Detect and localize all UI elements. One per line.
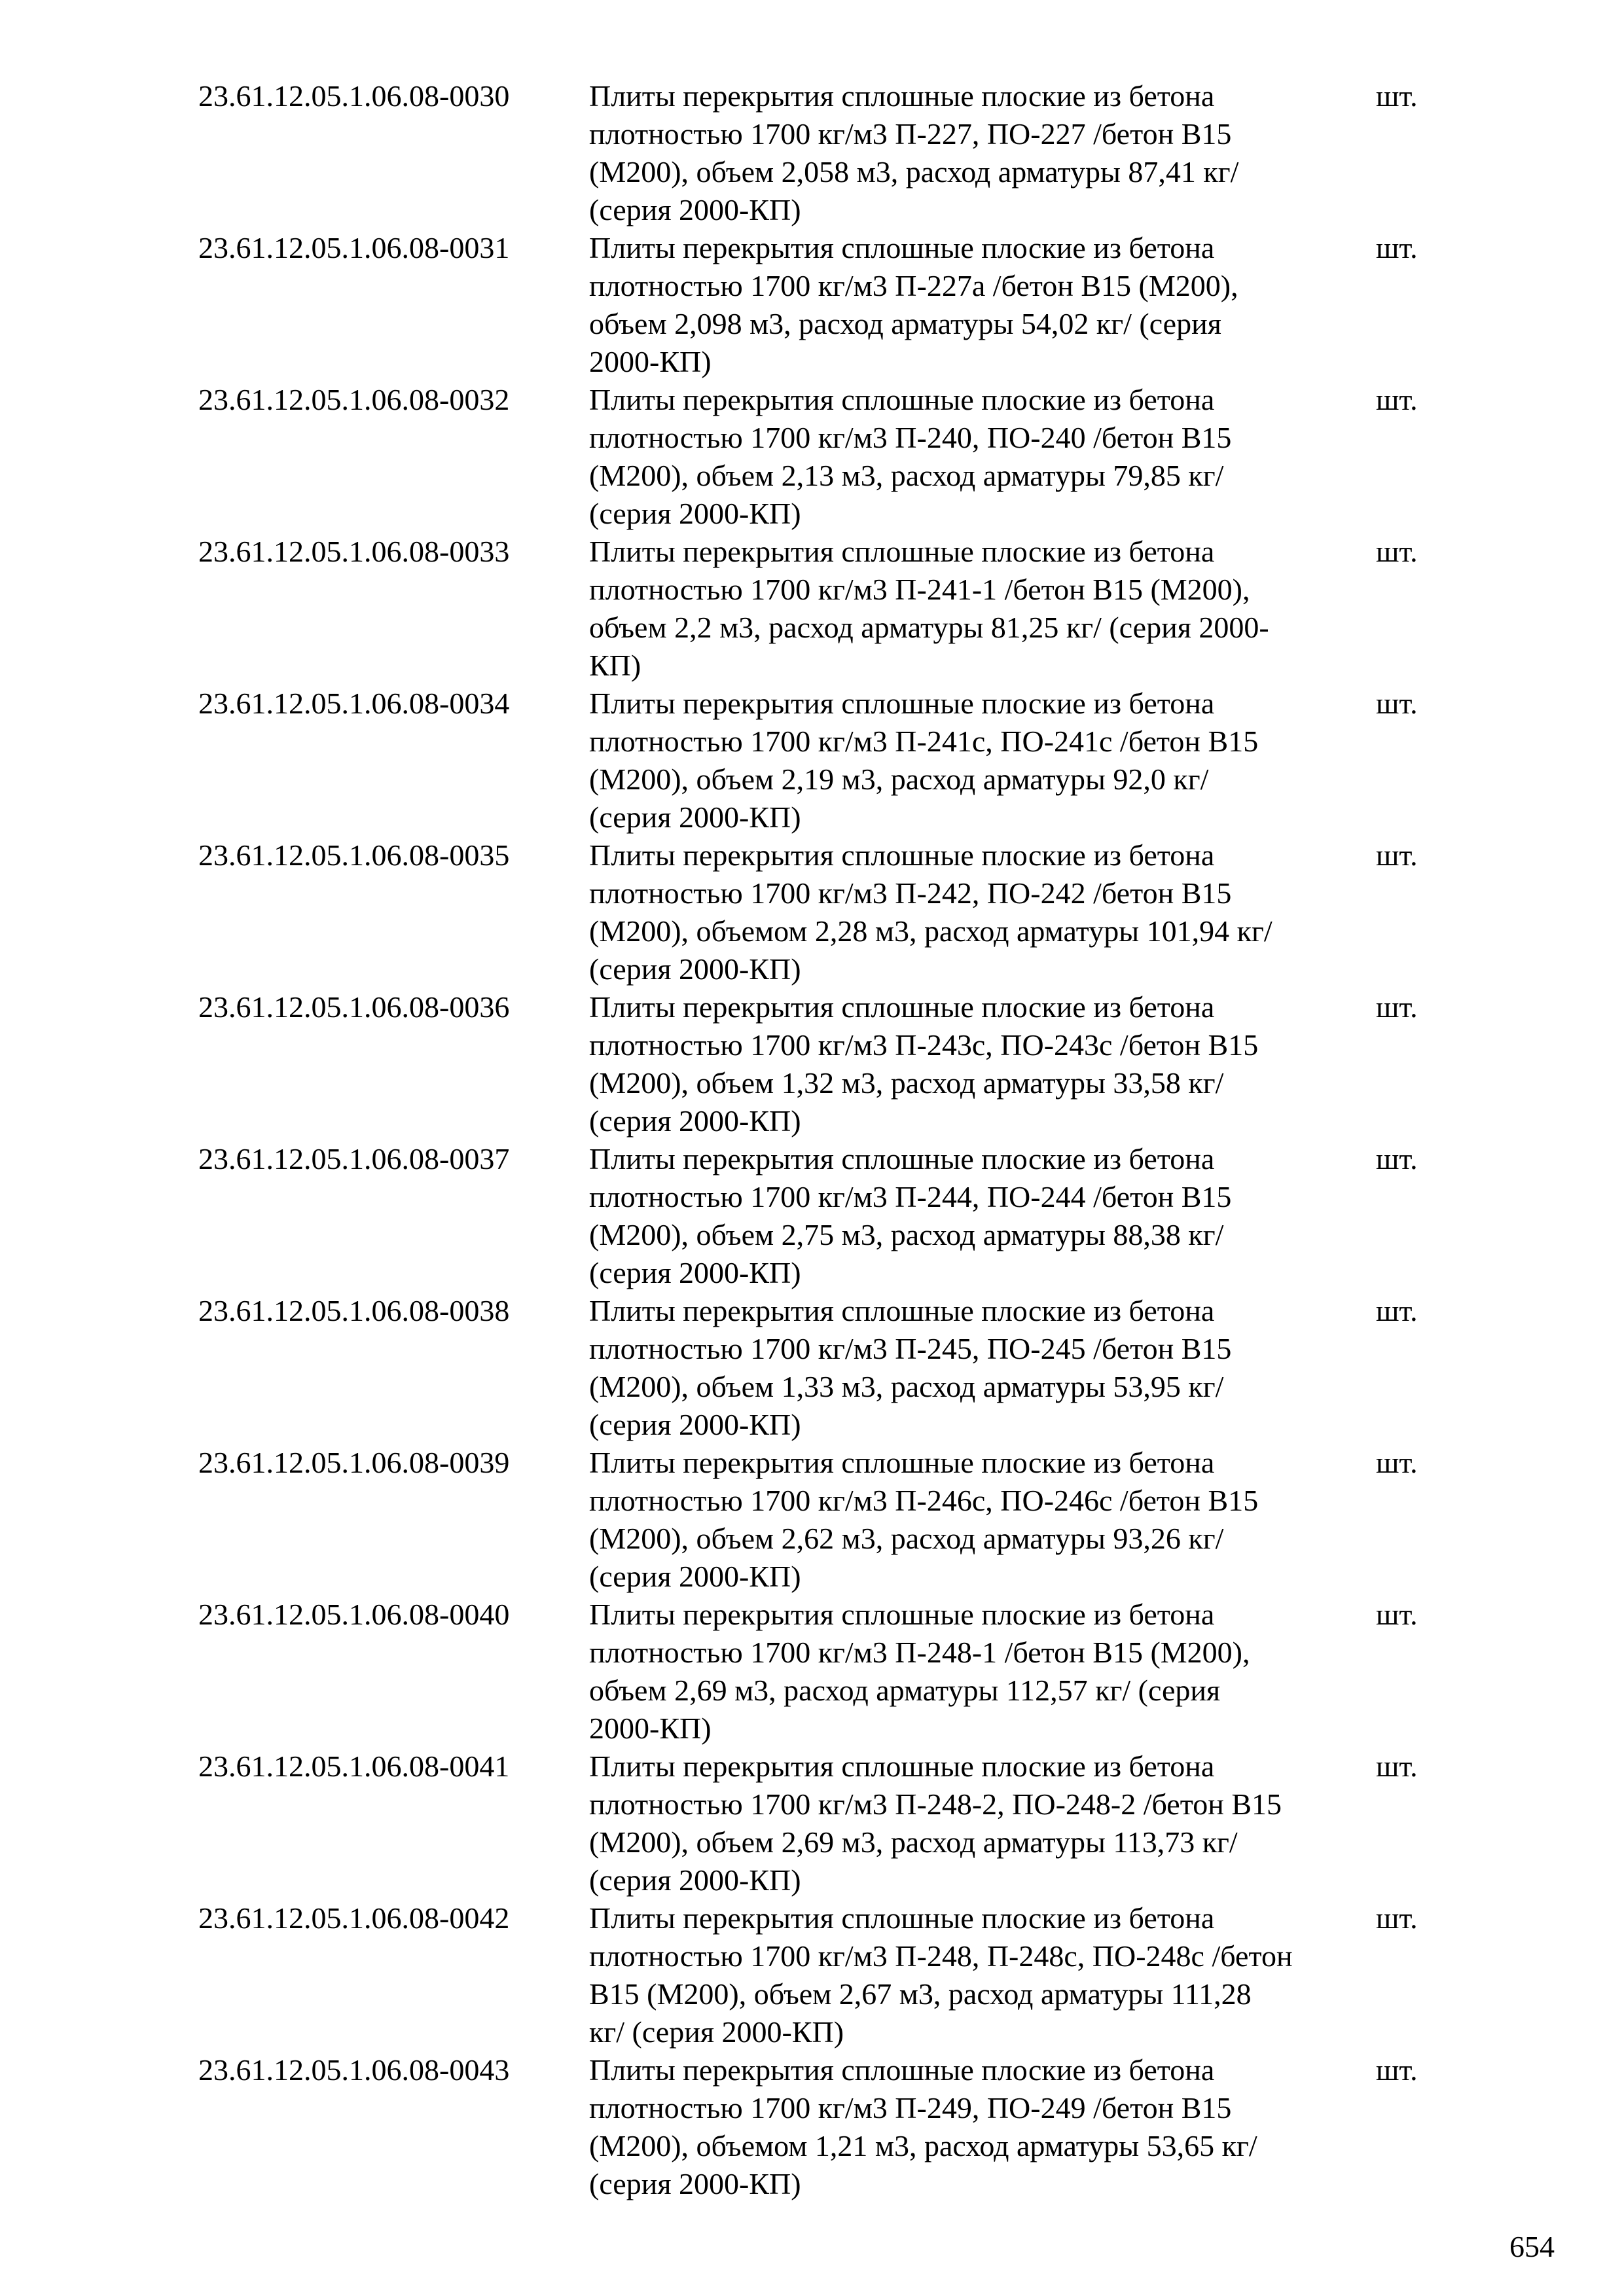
item-unit: шт.: [1376, 687, 1418, 720]
description-line: (М200), объемом 1,21 м3, расход арматуры 53,65 кг/: [589, 2129, 1257, 2162]
item-code: 23.61.12.05.1.06.08-0039: [198, 1446, 510, 1479]
description-line: Плиты перекрытия сплошные плоские из бетона: [589, 687, 1215, 720]
description-line: (серия 2000-КП): [589, 1256, 801, 1289]
description-line: (серия 2000-КП): [589, 1408, 801, 1441]
list-item: [198, 1596, 1442, 1748]
description-line: (М200), объем 1,32 м3, расход арматуры 33,58 кг/: [589, 1066, 1224, 1100]
item-unit: шт.: [1376, 1749, 1418, 1783]
item-description: [589, 988, 1375, 1140]
list-item: [198, 988, 1442, 1140]
description-line: В15 (М200), объем 2,67 м3, расход арматуры 111,28: [589, 1977, 1252, 2011]
description-line: 2000-КП): [589, 1712, 712, 1745]
list-item: [198, 1140, 1442, 1292]
list-item: [198, 1292, 1442, 1444]
description-line: КП): [589, 649, 641, 682]
description-line: 2000-КП): [589, 345, 712, 378]
description-line: объем 2,2 м3, расход арматуры 81,25 кг/ (серия 2000-: [589, 611, 1269, 644]
list-item: [198, 2051, 1442, 2203]
item-description: [589, 836, 1375, 988]
description-line: Плиты перекрытия сплошные плоские из бетона: [589, 838, 1215, 872]
item-code: 23.61.12.05.1.06.08-0041: [198, 1749, 510, 1783]
description-line: Плиты перекрытия сплошные плоские из бетона: [589, 1598, 1215, 1631]
description-line: Плиты перекрытия сплошные плоские из бетона: [589, 1446, 1215, 1479]
item-description: [589, 2051, 1375, 2203]
description-line: (серия 2000-КП): [589, 193, 801, 226]
description-line: плотностью 1700 кг/м3 П-246с, ПО-246с /бетон В15: [589, 1484, 1259, 1517]
page-number: 654: [1509, 2230, 1555, 2263]
item-unit: шт.: [1376, 1901, 1418, 1935]
description-line: (М200), объем 2,19 м3, расход арматуры 92,0 кг/: [589, 762, 1209, 796]
description-line: (серия 2000-КП): [589, 2167, 801, 2200]
item-description: [589, 77, 1375, 229]
description-line: Плиты перекрытия сплошные плоские из бетона: [589, 535, 1215, 568]
description-line: (М200), объем 2,058 м3, расход арматуры 87,41 кг/: [589, 155, 1239, 188]
item-code: 23.61.12.05.1.06.08-0033: [198, 535, 510, 568]
item-code: 23.61.12.05.1.06.08-0040: [198, 1598, 510, 1631]
item-code: 23.61.12.05.1.06.08-0032: [198, 383, 510, 416]
list-item: [198, 685, 1442, 836]
description-line: (М200), объем 1,33 м3, расход арматуры 53,95 кг/: [589, 1370, 1224, 1403]
description-line: плотностью 1700 кг/м3 П-241-1 /бетон В15 (М200),: [589, 573, 1250, 606]
list-item: [198, 836, 1442, 988]
description-line: Плиты перекрытия сплошные плоские из бетона: [589, 990, 1215, 1024]
description-line: (серия 2000-КП): [589, 1104, 801, 1138]
description-line: плотностью 1700 кг/м3 П-241с, ПО-241с /бетон В15: [589, 725, 1259, 758]
item-code: 23.61.12.05.1.06.08-0030: [198, 79, 510, 113]
item-unit: шт.: [1376, 1598, 1418, 1631]
description-line: (М200), объемом 2,28 м3, расход арматуры 101,94 кг/: [589, 914, 1272, 948]
item-description: [589, 381, 1375, 533]
entry-list: [198, 77, 1442, 2203]
description-line: объем 2,098 м3, расход арматуры 54,02 кг/ (серия: [589, 307, 1221, 340]
item-code: 23.61.12.05.1.06.08-0037: [198, 1142, 510, 1175]
description-line: объем 2,69 м3, расход арматуры 112,57 кг/ (серия: [589, 1674, 1221, 1707]
item-unit: шт.: [1376, 1142, 1418, 1175]
description-line: плотностью 1700 кг/м3 П-244, ПО-244 /бетон В15: [589, 1180, 1232, 1213]
item-description: [589, 685, 1375, 836]
description-line: плотностью 1700 кг/м3 П-242, ПО-242 /бетон В15: [589, 876, 1232, 910]
item-code: 23.61.12.05.1.06.08-0035: [198, 838, 510, 872]
item-description: [589, 1292, 1375, 1444]
description-line: Плиты перекрытия сплошные плоские из бетона: [589, 2053, 1215, 2087]
description-line: (серия 2000-КП): [589, 952, 801, 986]
item-code: 23.61.12.05.1.06.08-0042: [198, 1901, 510, 1935]
list-item: [198, 533, 1442, 685]
description-line: Плиты перекрытия сплошные плоские из бетона: [589, 1749, 1215, 1783]
item-unit: шт.: [1376, 1294, 1418, 1327]
list-item: [198, 1899, 1442, 2051]
description-line: плотностью 1700 кг/м3 П-248-2, ПО-248-2 /бетон В15: [589, 1787, 1282, 1821]
description-line: плотностью 1700 кг/м3 П-249, ПО-249 /бетон В15: [589, 2091, 1232, 2125]
item-unit: шт.: [1376, 383, 1418, 416]
list-item: [198, 1748, 1442, 1899]
item-code: 23.61.12.05.1.06.08-0043: [198, 2053, 510, 2087]
item-unit: шт.: [1376, 1446, 1418, 1479]
description-line: плотностью 1700 кг/м3 П-248, П-248с, ПО-248с /бетон: [589, 1939, 1293, 1973]
item-description: [589, 1748, 1375, 1899]
description-line: (серия 2000-КП): [589, 497, 801, 530]
description-line: (М200), объем 2,69 м3, расход арматуры 113,73 кг/: [589, 1825, 1238, 1859]
description-line: Плиты перекрытия сплошные плоские из бетона: [589, 1142, 1215, 1175]
list-item: [198, 381, 1442, 533]
item-code: 23.61.12.05.1.06.08-0031: [198, 231, 510, 264]
description-line: плотностью 1700 кг/м3 П-248-1 /бетон В15 (М200),: [589, 1636, 1250, 1669]
list-item: [198, 229, 1442, 381]
item-unit: шт.: [1376, 231, 1418, 264]
description-line: Плиты перекрытия сплошные плоские из бетона: [589, 1901, 1215, 1935]
list-item: [198, 1444, 1442, 1596]
description-line: плотностью 1700 кг/м3 П-243с, ПО-243с /бетон В15: [589, 1028, 1259, 1062]
description-line: (серия 2000-КП): [589, 1560, 801, 1593]
item-code: 23.61.12.05.1.06.08-0034: [198, 687, 510, 720]
description-line: (М200), объем 2,62 м3, расход арматуры 93,26 кг/: [589, 1522, 1224, 1555]
item-description: [589, 229, 1375, 381]
description-line: (М200), объем 2,75 м3, расход арматуры 88,38 кг/: [589, 1218, 1224, 1251]
item-code: 23.61.12.05.1.06.08-0038: [198, 1294, 510, 1327]
description-line: кг/ (серия 2000-КП): [589, 2015, 844, 2049]
item-description: [589, 1140, 1375, 1292]
description-line: (серия 2000-КП): [589, 1863, 801, 1897]
item-code: 23.61.12.05.1.06.08-0036: [198, 990, 510, 1024]
description-line: Плиты перекрытия сплошные плоские из бетона: [589, 383, 1215, 416]
description-line: плотностью 1700 кг/м3 П-227, ПО-227 /бетон В15: [589, 117, 1232, 151]
item-unit: шт.: [1376, 535, 1418, 568]
description-line: плотностью 1700 кг/м3 П-240, ПО-240 /бетон В15: [589, 421, 1232, 454]
description-line: Плиты перекрытия сплошные плоские из бетона: [589, 1294, 1215, 1327]
description-line: (серия 2000-КП): [589, 800, 801, 834]
item-unit: шт.: [1376, 79, 1418, 113]
item-unit: шт.: [1376, 2053, 1418, 2087]
description-line: (М200), объем 2,13 м3, расход арматуры 79,85 кг/: [589, 459, 1224, 492]
item-description: [589, 1444, 1375, 1596]
item-description: [589, 1899, 1375, 2051]
description-line: Плиты перекрытия сплошные плоские из бетона: [589, 231, 1215, 264]
item-unit: шт.: [1376, 838, 1418, 872]
description-line: плотностью 1700 кг/м3 П-245, ПО-245 /бетон В15: [589, 1332, 1232, 1365]
item-unit: шт.: [1376, 990, 1418, 1024]
description-line: Плиты перекрытия сплошные плоские из бетона: [589, 79, 1215, 113]
description-line: плотностью 1700 кг/м3 П-227а /бетон В15 (М200),: [589, 269, 1238, 302]
item-description: [589, 533, 1375, 685]
item-description: [589, 1596, 1375, 1748]
list-item: [198, 77, 1442, 229]
